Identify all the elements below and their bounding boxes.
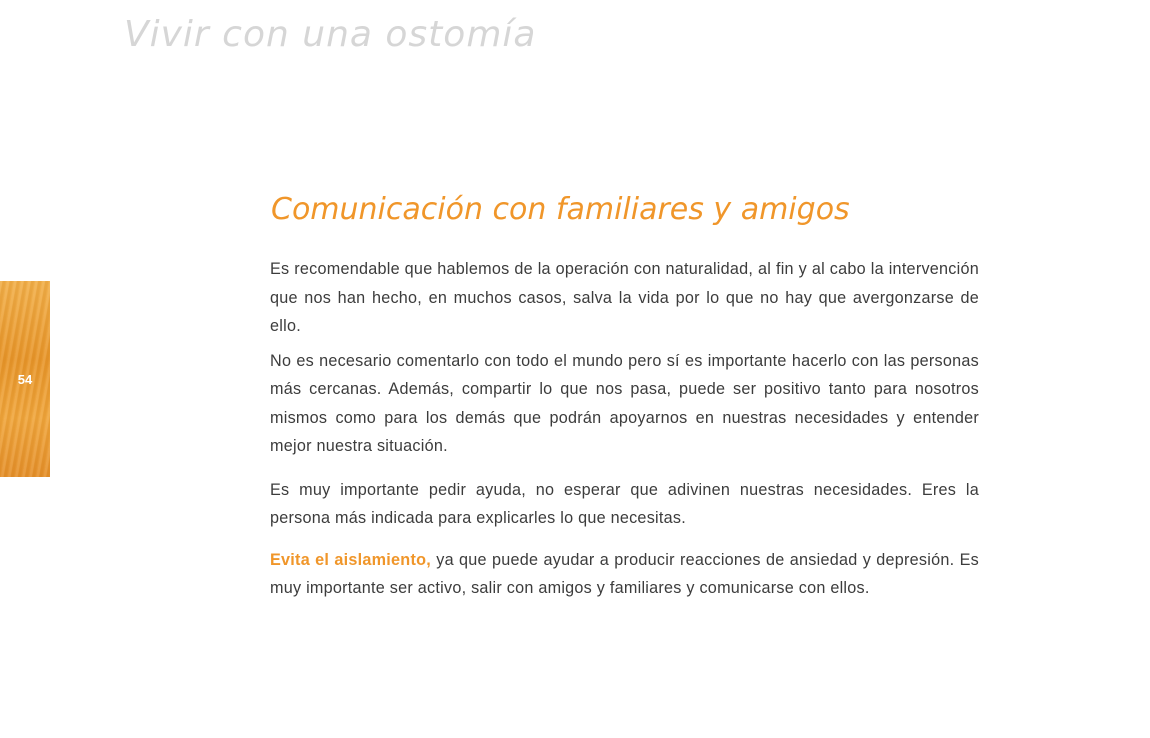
running-title: Vivir con una ostomía (124, 14, 537, 55)
section-body (270, 255, 979, 603)
paragraph-3: Es muy importante pedir ayuda, no esperar que adivinen nuestras necesidades. Eres la persona más indicada para explicarles lo que necesitas. (270, 480, 979, 527)
paragraph-2: No es necesario comentarlo con todo el mundo pero sí es importante hacerlo con las personas más cercanas. Además, compartir lo que nos pasa, puede ser positivo tanto para nosotros mismos como para los demás que podrán apoyarnos en nuestras necesidades y entender mejor nuestra situación. (270, 351, 979, 455)
highlight-phrase: Evita el aislamiento, (270, 550, 431, 569)
paragraph-1: Es recomendable que hablemos de la operación con naturalidad, al fin y al cabo la intervención que nos han hecho, en muchos casos, salva la vida por lo que no hay que avergonzarse de ello. (270, 260, 979, 335)
paragraph-4 (270, 546, 979, 603)
paragraph-4-text: ya que puede ayudar a producir reacciones de ansiedad y depresión. Es muy importante ser activo, salir con amigos y familiares y comunicarse con ellos. (270, 550, 980, 597)
page-tab (0, 281, 50, 477)
section-heading: Comunicación con familiares y amigos (271, 192, 850, 227)
page-number: 54 (17, 372, 33, 387)
